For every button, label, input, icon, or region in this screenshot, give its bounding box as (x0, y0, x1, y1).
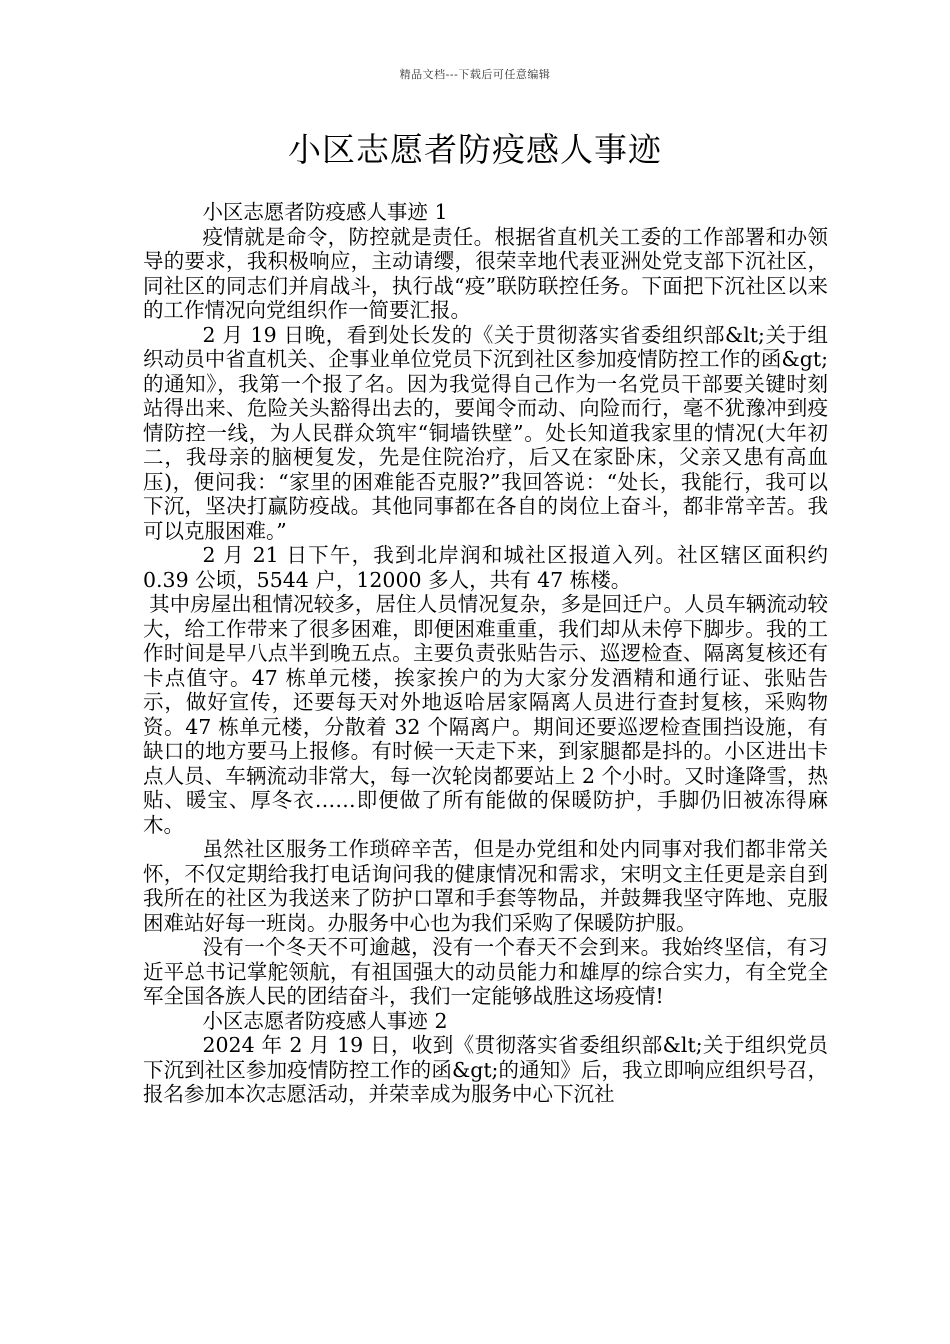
header-note: 精品文档---下载后可任意编辑 (399, 68, 551, 81)
page-title: 小区志愿者防疫感人事迹 (288, 130, 662, 169)
paragraph: 虽然社区服务工作琐碎辛苦，但是办党组和处内同事对我们都非常关怀，不仅定期给我打电话询问我的健康情况和需求，宋明文主任更是亲自到我所在的社区为我送来了防护口罩和手套等物品，并鼓舞我坚守阵地、克服困难站好每一班岗。办服务中心也为我们采购了保暖防护服。 (143, 837, 828, 935)
section-heading-2: 小区志愿者防疫感人事迹 2 (202, 1008, 448, 1033)
section-heading-1: 小区志愿者防疫感人事迹 1 (202, 200, 448, 224)
paragraph: 没有一个冬天不可逾越，没有一个春天不会到来。我始终坚信，有习近平总书记掌舵领航，有祖国强大的动员能力和雄厚的综合实力，有全党全军全国各族人民的团结奋斗，我们一定能够战胜这场疫情! (143, 935, 828, 1008)
paragraph: 2 月 19 日晚，看到处长发的《关于贯彻落实省委组织部&lt;关于组织动员中省直机关、企事业单位党员下沉到社区参加疫情防控工作的函&gt;的通知》，我第一个报了名。因为我觉得自己作为一名党员干部要关键时刻站得出来、危险关头豁得出去的，要闻令而动、向险而行，毫不犹豫冲到疫情防控一线，为人民群众筑牢“铜墙铁壁”。处长知道我家里的情况(大年初二，我母亲的脑梗复发，先是住院治疗，后又在家卧床，父亲又患有高血压)，便问我：“家里的困难能否克服?”我回答说：“处长，我能行，我可以下沉，坚决打赢防疫战。其他同事都在各自的岗位上奋斗，都非常辛苦。我可以克服困难。” (143, 322, 828, 543)
paragraph: 2024 年 2 月 19 日，收到《贯彻落实省委组织部&lt;关于组织党员下沉到社区参加疫情防控工作的函&gt;的通知》后，我立即响应组织号召，报名参加本次志愿活动，并荣幸成为服务中心下沉社 (143, 1033, 828, 1106)
paragraph: 其中房屋出租情况较多，居住人员情况复杂，多是回迁户。人员车辆流动较大，给工作带来了很多困难，即便困难重重，我们却从未停下脚步。我的工作时间是早八点半到晚五点。主要负责张贴告示、巡逻检查、隔离复核还有卡点值守。47 栋单元楼，挨家挨户的为大家分发酒精和通行证、张贴告示，做好宣传，还要每天对外地返哈居家隔离人员进行查封复核，采购物资。47 栋单元楼，分散着 32 个隔离户。期间还要巡逻检查围挡设施，有缺口的地方要马上报修。有时候一天走下来，到家腿都是抖的。小区进出卡点人员、车辆流动非常大，每一次轮岗都要站上 2 个小时。又时逢降雪，热贴、暖宝、厚冬衣……即便做了所有能做的保暖防护，手脚仍旧被冻得麻木。 (143, 592, 828, 837)
paragraph: 疫情就是命令，防控就是责任。根据省直机关工委的工作部署和办领导的要求，我积极响应，主动请缨，很荣幸地代表亚洲处党支部下沉社区，同社区的同志们并肩战斗，执行战“疫”联防联控任务。下面把下沉社区以来的工作情况向党组织作一简要汇报。 (143, 224, 828, 322)
paragraph: 2 月 21 日下午，我到北岸润和城社区报道入列。社区辖区面积约 0.39 公顷，5544 户，12000 多人，共有 47 栋楼。 (143, 543, 828, 592)
document-body (143, 200, 828, 1107)
